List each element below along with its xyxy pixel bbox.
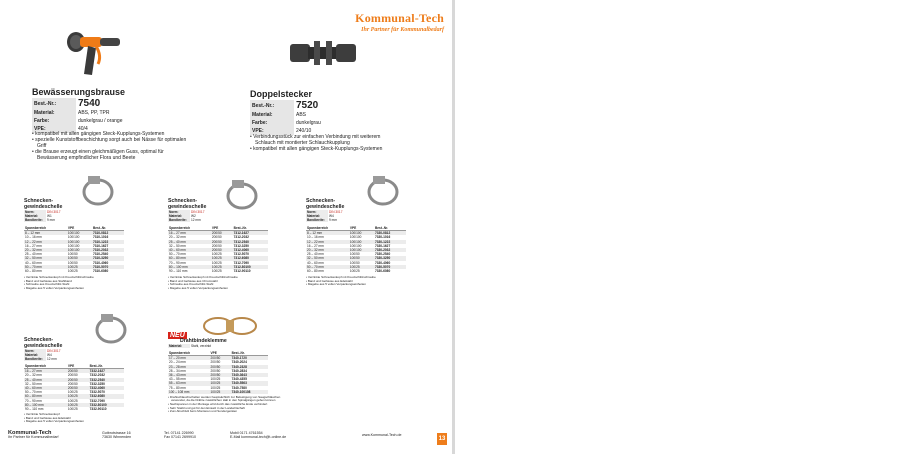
brand-subtitle: Ihr Partner für Kommunalbedarf [361, 27, 444, 33]
spec-value: 7520 [296, 100, 319, 111]
clamp2-notes: • Verzinkte Schneckenkopf mit Kreuzschlitzschraube • Band und Gehäuse aus Chromstahl • Schraube aus Kreuzschlitz-Stahl • Magebe aus 5 vollen Verpackungseinheiten [168, 276, 271, 290]
table-row: 20 – 32 mm 200/50 7312-2032 [169, 235, 249, 240]
table-row: 60 – 80 mm 100/25 7330-6080 [307, 268, 391, 273]
spec-label: VPE: [32, 125, 76, 133]
table-row: 20 – 24 mm 200/50 7340-2024 [169, 360, 247, 365]
spec-value: 240/10 [296, 128, 312, 134]
bullet-item: • Verbindungsstück zur einfachen Verbindung mit weiterem Schlauch mit montierter Schlauchkupplung [255, 134, 385, 146]
table-row: 60 – 80 mm 100/25 7332-6080 [24, 394, 124, 398]
double-connector-image [288, 36, 358, 70]
table-row: 25 – 40 mm 100/50 7330-2540 [307, 252, 391, 257]
clamp1-notes: • Verzinkte Schneckenkopf mit Kreuzschlitzschraube • Band und Gehäuse aus Stahlband • Schraube aus Kreuzschlitz-Stahl • Magebe aus 5 vollen Verpackungseinheiten [24, 276, 127, 290]
clamp4-notes: • Verzinkte Schneckenkopf • Band und Gehäuse aus Edelstahl • Magebe aus 5 vollen Verpackungseinheiten [24, 413, 127, 424]
clamp3-notes: • Verzinkte Schneckenkopf mit Kreuzschlitzschraube • Band und Gehäuse aus Edelstahl • Magebe aus 5 vollen Verpackungseinheiten [306, 276, 409, 287]
spec-value: ABS, PP, TPR [78, 110, 110, 116]
table-row: 25 – 40 mm 200/50 7332-2540 [24, 378, 124, 382]
footer-company: Kommunal-Tech Ihr Partner für Kommunalbedarf [8, 430, 59, 440]
table-row: 55 – 63 mm 100/25 7340-5563 [168, 381, 268, 385]
table-row: 28 – 34 mm 200/50 7340-2834 [169, 368, 247, 373]
clamp3-specs: Norm: DIN 3017 Material: W4 Bandbreite: 9 mm [307, 210, 343, 222]
clamp1-title: Schnecken- gewindeschelle [24, 198, 63, 210]
table-row: 100 – 108 mm 100/25 7340-100108 [168, 390, 268, 394]
spray-nozzle-image [62, 28, 126, 80]
table-row: 32 – 50 mm 200/50 7312-3250 [169, 243, 249, 248]
wireclamp-specs: Material: Stahl, verzinkt [169, 344, 212, 348]
clamp3-block [306, 198, 409, 287]
product2-title: Doppelstecker [250, 89, 313, 99]
bullet-item: • spezielle Kunststoffbeschichtung sorgt auch bei Nässe für optimalen Griff [37, 137, 187, 149]
table-row: 90 – 110 mm 100/25 7312-90110 [169, 268, 251, 273]
spec-value: dunkelgrau [296, 120, 321, 126]
table-row: 10 – 16 mm 100/100 7330-1016 [307, 235, 391, 240]
spec-label: Farbe: [250, 119, 294, 127]
clamp1-block [24, 198, 127, 290]
footer-phone: Tel. 07141 226990 Fax 07141 2699910 [164, 431, 196, 440]
table-row: 36 – 43 mm 200/50 7340-3643 [168, 373, 268, 377]
table-row: 8 – 12 mm 100/100 7330-0812 [306, 231, 406, 236]
table-row: 60 – 80 mm 100/25 7310-6080 [25, 268, 109, 273]
new-badge: NEU [170, 332, 185, 339]
clamp2-specs: Norm: DIN 3017 Material: W2 Bandbreite: 12 mm [169, 210, 205, 222]
spec-value: 40/4 [78, 126, 88, 132]
table-row: 60 – 80 mm 100/25 7312-6080 [168, 256, 268, 260]
product2-bullets [250, 134, 385, 152]
table-row: 17 – 20 mm 200/50 7340-1720 [168, 356, 268, 361]
clamp1-table: Spannbereich VPE Best.-Nr. 8 – 12 mm 100/100 7310-0812 10 – 16 mm 100/100 7310-1016 12 – 22 mm 100/100 7310-1222 16 – 27 mm 100/100 7310-1627 20 – 32 mm 100/100 7310-2032 25 – 40 mm 100/50 7310-2540 32 – 50 mm 100/50 7310-3250 40 – 60 mm 100/50 7310-4060 50 – 70 mm 100/25 7310-5070 60 – 80 mm 100/25 7310-6080 [24, 226, 124, 273]
table-row: 32 – 50 mm 100/50 7310-3250 [24, 256, 124, 260]
table-row: 16 – 27 mm 100/100 7310-1627 [25, 243, 109, 248]
spec-label: Best.-Nr.: [250, 100, 294, 111]
product1-title: Bewässerungsbrause [32, 87, 126, 97]
table-row: 80 – 100 mm 100/25 7312-80100 [168, 265, 268, 269]
table-row: 50 – 70 mm 100/25 7330-5070 [306, 265, 406, 269]
bullet-item: • die Brause erzeugt einen gleichmäßigen Guss, optimal für Bewässerung empfindlicher Flora und Beete [37, 149, 187, 161]
table-row: 40 – 60 mm 100/50 7330-4060 [307, 260, 391, 265]
footer-address: Gutbrotstrasse 16 73630 Winnenden [102, 431, 132, 440]
spec-label: Farbe: [32, 117, 76, 125]
bullet-item: • kompatibel mit allen gängigen Steck-Kupplungs-Systemen [37, 131, 187, 137]
product1-specs [32, 98, 180, 133]
wireclamp-details [168, 338, 281, 414]
table-row: 12 – 22 mm 100/100 7310-1222 [24, 240, 124, 244]
table-row: 40 – 60 mm 200/50 7332-4060 [24, 386, 124, 390]
table-row: 50 – 70 mm 100/25 7310-5070 [24, 265, 124, 269]
bullet-item: • kompatibel mit allen gängigen Steck-Kupplungs-Systemen [255, 146, 385, 152]
clamp2-title: Schnecken- gewindeschelle [168, 198, 207, 210]
page-edge [452, 0, 455, 454]
clamp4-title: Schnecken- gewindeschelle [24, 337, 63, 349]
table-row: 32 – 50 mm 100/50 7330-3250 [306, 256, 406, 260]
table-row: 50 – 70 mm 100/25 7332-5070 [25, 390, 105, 395]
spec-label: Material: [250, 111, 294, 119]
table-row: 16 – 27 mm 100/100 7330-1627 [307, 243, 391, 248]
clamp3-title: Schnecken- gewindeschelle [306, 198, 345, 210]
clamp2-block [168, 198, 271, 290]
spec-label: Material: [32, 109, 76, 117]
table-row: 90 – 110 mm 100/25 7332-90110 [25, 406, 107, 411]
clamp4-table: Spannbereich VPE Best.-Nr. 16 – 27 mm 200/50 7332-1627 20 – 32 mm 200/50 7332-2032 25 – 40 mm 200/50 7332-2540 32 – 50 mm 200/50 7332-3250 40 – 60 mm 200/50 7332-4060 50 – 70 mm 100/25 7332-5070 60 – 80 mm 100/25 7332-6080 70 – 90 mm 100/25 7332-7090 80 – 100 mm 100/25 7332-80100 90 – 110 mm 100/25 7332-90110 [24, 364, 124, 411]
clamp4-block [24, 337, 127, 424]
table-row: 16 – 27 mm 200/50 7312-1627 [168, 231, 268, 236]
table-row: 80 – 100 mm 100/25 7332-80100 [24, 403, 124, 407]
page-number: 13 [437, 433, 447, 445]
product2-specs [250, 100, 398, 135]
wireclamp-title: Drahtbindeklemme [180, 338, 227, 344]
footer-mobile: Mobil 0171 4761554 E-Mail kommunal-tech@t-online.de [230, 431, 287, 440]
clamp2-table: Spannbereich VPE Best.-Nr. 16 – 27 mm 200/50 7312-1627 20 – 32 mm 200/50 7312-2032 25 – 40 mm 200/50 7312-2540 32 – 50 mm 200/50 7312-3250 40 – 60 mm 200/50 7312-4060 50 – 70 mm 100/25 7312-5070 60 – 80 mm 100/25 7312-6080 70 – 90 mm 100/25 7312-7090 80 – 100 mm 100/25 7312-80100 90 – 110 mm 100/25 7312-90110 [168, 226, 268, 273]
table-row: 20 – 32 mm 200/50 7332-2032 [25, 373, 105, 378]
table-row: 43 – 55 mm 100/25 7340-4355 [169, 377, 247, 382]
clamp1-specs: Norm: DIN 3017 Material: W1 Bandbreite: 9 mm [25, 210, 61, 222]
table-row: 16 – 27 mm 200/50 7332-1627 [24, 369, 124, 374]
table-row: 25 – 40 mm 100/50 7310-2540 [25, 252, 109, 257]
table-row: 12 – 22 mm 100/100 7330-1222 [306, 240, 406, 244]
table-row: 25 – 40 mm 200/50 7312-2540 [168, 240, 268, 244]
table-row: 50 – 70 mm 100/25 7312-5070 [169, 252, 249, 257]
table-row: 32 – 50 mm 200/50 7332-3250 [25, 381, 105, 386]
table-row: 10 – 16 mm 100/100 7310-1016 [25, 235, 109, 240]
spec-label: VPE: [250, 127, 294, 135]
table-row: 8 – 12 mm 100/100 7310-0812 [24, 231, 124, 236]
spec-value: 7540 [78, 98, 101, 109]
table-row: 40 – 60 mm 100/50 7310-4060 [25, 260, 109, 265]
clamp3-table: Spannbereich VPE Best.-Nr. 8 – 12 mm 100/100 7330-0812 10 – 16 mm 100/100 7330-1016 12 – 22 mm 100/100 7330-1222 16 – 27 mm 100/100 7330-1627 20 – 32 mm 100/100 7330-2032 25 – 40 mm 100/50 7330-2540 32 – 50 mm 100/50 7330-3250 40 – 60 mm 100/50 7330-4060 50 – 70 mm 100/25 7330-5070 60 – 80 mm 100/25 7330-6080 [306, 226, 406, 273]
wire-clamp-image [200, 314, 260, 338]
table-row: 70 – 90 mm 100/25 7312-7090 [169, 260, 249, 265]
table-row: 40 – 60 mm 200/50 7312-4060 [168, 248, 268, 252]
brand-name: Kommunal-Tech [355, 11, 444, 25]
table-row: 70 – 90 mm 100/25 7332-7090 [25, 398, 105, 403]
product1-bullets [32, 131, 187, 161]
spec-label: Best.-Nr.: [32, 98, 76, 109]
catalog-page [0, 0, 452, 454]
table-row: 75 – 80 mm 100/25 7340-7580 [169, 385, 247, 390]
spec-value: ABS [296, 112, 307, 118]
footer-website[interactable]: www.Kommunal-Tech.de [362, 433, 402, 437]
brand-logo [355, 11, 444, 33]
clamp4-specs: Norm: DIN 3017 Material: W4 Bandbreite: 12 mm [25, 349, 61, 361]
table-row: 20 – 32 mm 100/100 7310-2032 [24, 248, 124, 252]
table-row: 23 – 28 mm 200/50 7340-2328 [168, 365, 268, 369]
spec-value: dunkelgrau / orange [78, 118, 123, 124]
table-row: 20 – 32 mm 100/100 7330-2032 [306, 248, 406, 252]
wireclamp-notes: • Drahtschlauchschellen werden hauptsächlich zur Befestigung von Saugschläuchen verwendet, da die Drähte zusätzlichen Halt in den Spiralgängen geben können • Nachspannen in der Montage wird durch das zusätzliche Ende verhindert • Sehr Stabil und gut für den Einsatz in der Landwirtschaft • Zum Abschluß beim Montieren und Sondergeräten [168, 396, 281, 414]
wireclamp-table: Spannbereich VPE Best.-Nr. 17 – 20 mm 200/50 7340-1720 20 – 24 mm 200/50 7340-2024 23 – 28 mm 200/50 7340-2328 28 – 34 mm 200/50 7340-2834 36 – 43 mm 200/50 7340-3643 43 – 55 mm 100/25 7340-4355 55 – 63 mm 100/25 7340-5563 75 – 80 mm 100/25 7340-7580 100 – 108 mm 100/25 7340-100108 [168, 351, 268, 394]
